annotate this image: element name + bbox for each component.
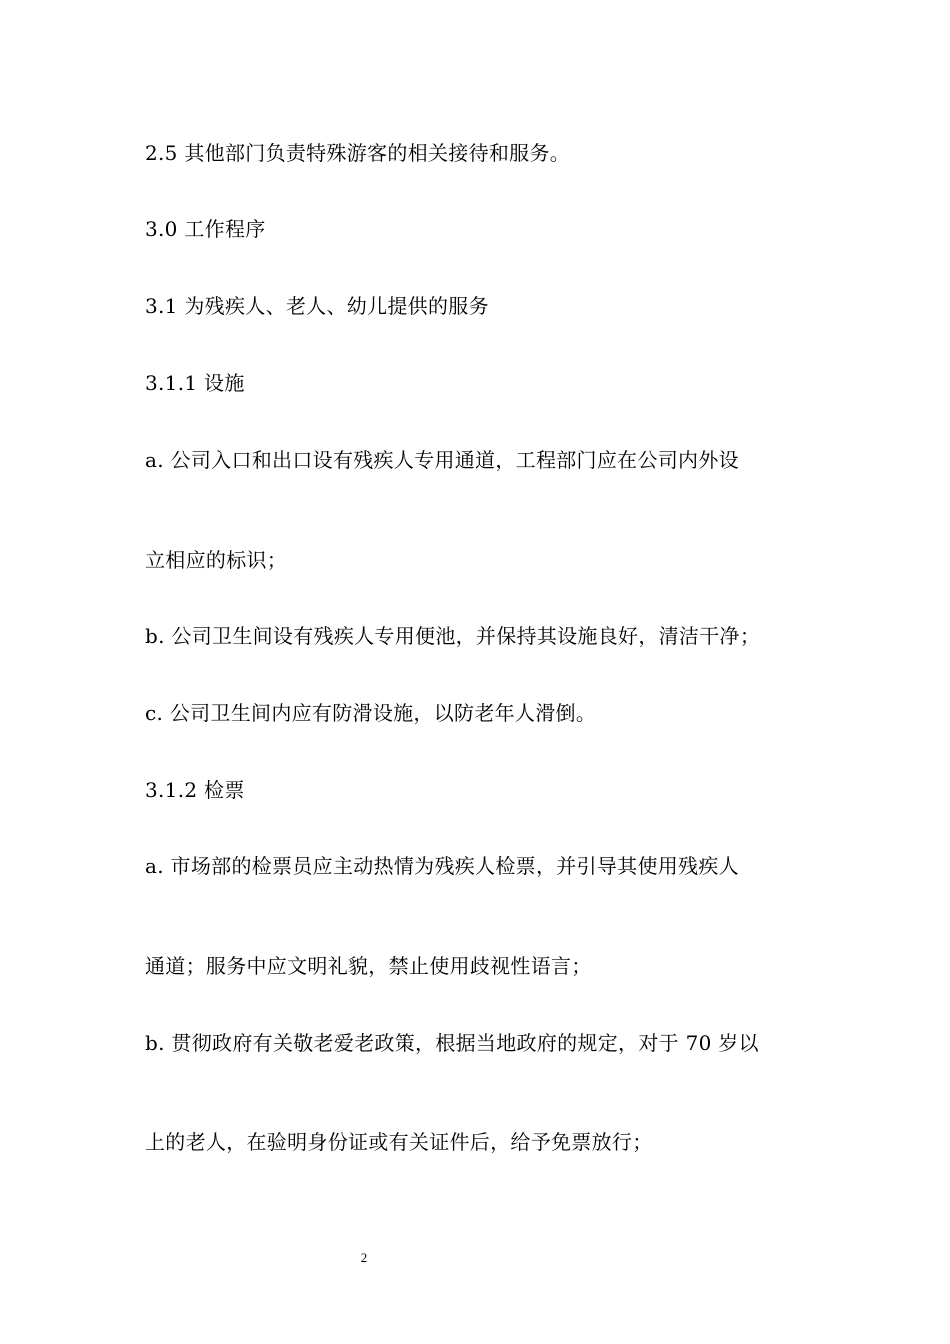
- item-a-facilities-line-1: a. 公司入口和出口设有残疾人专用通道，工程部门应在公司内外设: [145, 448, 739, 472]
- item-b-ticketing-line-1: b. 贯彻政府有关敬老爱老政策，根据当地政府的规定，对于 70 岁以: [145, 1031, 759, 1055]
- item-a-facilities-line-2: 立相应的标识；: [145, 548, 288, 572]
- section-3-1-2-heading: 3.1.2 检票: [145, 778, 245, 802]
- item-a-ticketing-line-2: 通道；服务中应文明礼貌，禁止使用歧视性语言；: [145, 954, 592, 978]
- section-3-0-heading: 3.0 工作程序: [145, 217, 266, 241]
- section-2-5-text: 2.5 其他部门负责特殊游客的相关接待和服务。: [145, 141, 571, 165]
- section-3-1-heading: 3.1 为残疾人、老人、幼儿提供的服务: [145, 294, 489, 318]
- section-3-1-1-heading: 3.1.1 设施: [145, 371, 245, 395]
- item-a-ticketing-line-1: a. 市场部的检票员应主动热情为残疾人检票，并引导其使用残疾人: [145, 854, 739, 878]
- item-c-facilities: c. 公司卫生间内应有防滑设施，以防老年人滑倒。: [145, 701, 597, 725]
- item-b-ticketing-line-2: 上的老人，在验明身份证或有关证件后，给予免票放行；: [145, 1130, 653, 1154]
- item-b-facilities: b. 公司卫生间设有残疾人专用便池，并保持其设施良好，清洁干净；: [145, 624, 761, 648]
- page-number: 2: [360, 1250, 368, 1265]
